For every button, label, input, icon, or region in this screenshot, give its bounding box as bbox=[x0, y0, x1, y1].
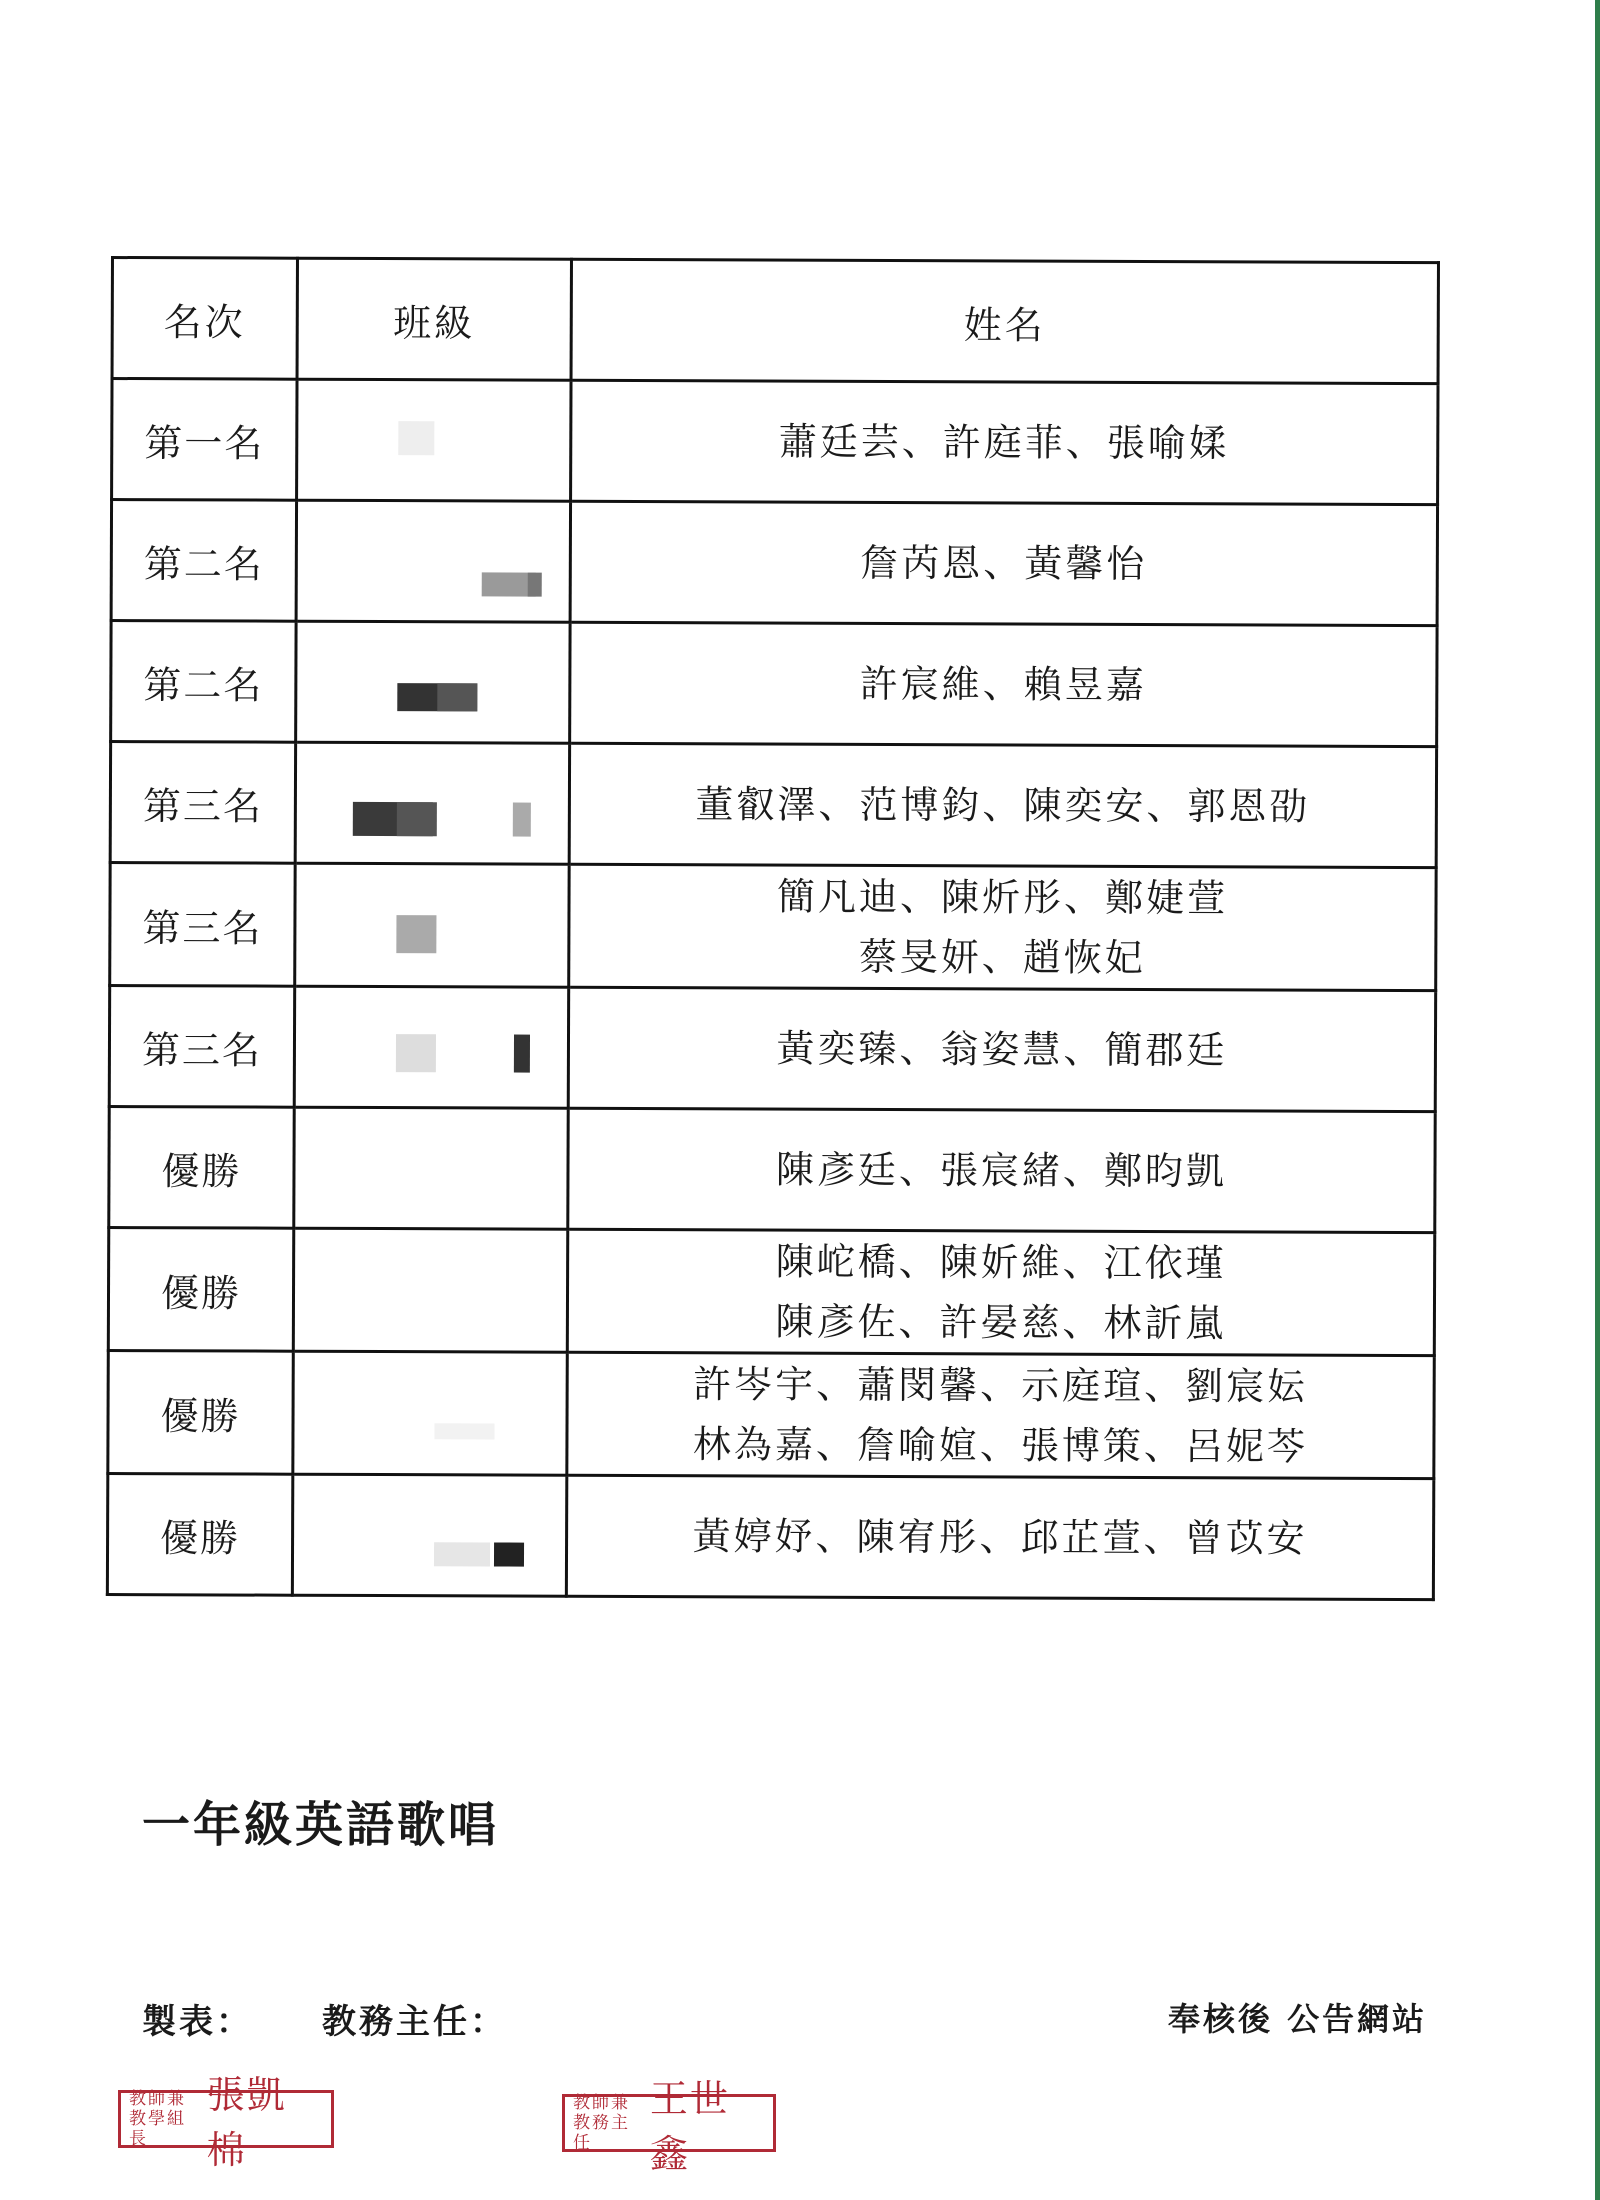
redaction-block bbox=[528, 573, 542, 597]
names-line: 蔡旻妍、趙恢妃 bbox=[858, 934, 1146, 980]
page-title: 一年級英語歌唱 bbox=[142, 1797, 500, 1853]
rank-cell: 第二名 bbox=[111, 500, 296, 622]
names-cell bbox=[567, 1352, 1434, 1478]
names-line: 許岑宇、蕭閔馨、示庭瑄、劉宸妘 bbox=[693, 1362, 1309, 1409]
class-cell-redacted bbox=[296, 621, 570, 743]
table-row bbox=[108, 1350, 1434, 1478]
table-row bbox=[107, 1473, 1433, 1599]
rank-cell: 第三名 bbox=[110, 863, 295, 987]
rank-cell: 第二名 bbox=[111, 621, 296, 743]
class-cell-redacted bbox=[296, 500, 570, 622]
table-header-row bbox=[112, 258, 1438, 384]
names-cell bbox=[567, 1229, 1434, 1355]
class-cell-redacted bbox=[295, 863, 569, 987]
names-line: 簡凡迪、陳炘彤、鄭婕萱 bbox=[776, 874, 1229, 921]
stamp-right-title-line1: 教師兼 bbox=[573, 2093, 630, 2113]
edge-strip bbox=[1595, 0, 1600, 2200]
stamp-left-title-line1: 教師兼 bbox=[129, 2089, 186, 2109]
redaction-block bbox=[434, 1542, 490, 1566]
table-row bbox=[110, 742, 1436, 868]
table-row bbox=[110, 863, 1436, 991]
prepared-by-label: 製表： bbox=[142, 2002, 253, 2042]
names-line: 董叡澤、范博鈞、陳奕安、郭恩劭 bbox=[695, 782, 1311, 829]
redaction-block bbox=[494, 1542, 524, 1566]
rank-cell: 優勝 bbox=[109, 1106, 294, 1228]
class-cell-redacted bbox=[292, 1474, 566, 1596]
redaction-block bbox=[513, 803, 531, 837]
redaction-block bbox=[437, 683, 477, 711]
class-cell-redacted bbox=[297, 379, 571, 501]
names-line: 黃婷妤、陳宥彤、邱芷萱、曾苡安 bbox=[692, 1514, 1308, 1561]
names-line: 許宸維、賴昱嘉 bbox=[859, 661, 1147, 707]
names-line: 林為嘉、詹喻媗、張博策、呂妮芩 bbox=[692, 1422, 1309, 1469]
table-row bbox=[109, 1106, 1435, 1232]
rank-cell: 第三名 bbox=[110, 742, 295, 864]
names-cell bbox=[569, 743, 1436, 867]
seal-stamp-left bbox=[118, 2073, 334, 2172]
redaction-block bbox=[396, 915, 436, 953]
redaction-block bbox=[397, 802, 437, 836]
seal-stamp-right bbox=[562, 2077, 776, 2176]
names-cell bbox=[570, 501, 1437, 625]
names-line: 陳彥廷、張宸緒、鄭昀凱 bbox=[775, 1147, 1228, 1194]
table-row bbox=[109, 986, 1435, 1112]
header-rank: 名次 bbox=[112, 258, 297, 380]
redaction-block bbox=[396, 1034, 436, 1072]
class-cell-redacted bbox=[294, 1107, 568, 1229]
names-line: 黃奕臻、翁姿慧、簡郡廷 bbox=[776, 1026, 1228, 1073]
names-line: 蕭廷芸、許庭菲、張喻媃 bbox=[778, 419, 1230, 466]
names-cell bbox=[570, 622, 1437, 746]
header-class: 班級 bbox=[297, 258, 571, 380]
stamp-right-name: 王世鑫 bbox=[649, 2077, 730, 2176]
names-cell bbox=[568, 987, 1435, 1111]
names-cell bbox=[571, 380, 1438, 504]
rank-cell: 第三名 bbox=[109, 986, 294, 1108]
names-cell bbox=[566, 1475, 1433, 1599]
table-row bbox=[108, 1227, 1434, 1355]
names-cell bbox=[569, 864, 1436, 990]
rank-cell: 優勝 bbox=[108, 1350, 293, 1474]
rank-cell: 優勝 bbox=[107, 1473, 292, 1595]
stamp-right-title-line2: 教務主任 bbox=[573, 2113, 630, 2153]
redaction-block bbox=[398, 421, 434, 455]
class-cell-redacted bbox=[295, 742, 569, 864]
redaction-block bbox=[514, 1035, 530, 1073]
rank-cell: 第一名 bbox=[112, 379, 297, 501]
table-row bbox=[112, 379, 1438, 505]
header-names: 姓名 bbox=[571, 259, 1438, 383]
names-line: 詹芮恩、黃馨怡 bbox=[860, 540, 1148, 586]
redaction-block bbox=[434, 1423, 494, 1439]
class-cell-redacted bbox=[293, 1228, 567, 1352]
rank-cell: 優勝 bbox=[108, 1227, 293, 1351]
table-row bbox=[111, 500, 1437, 626]
results-table bbox=[106, 256, 1440, 1601]
class-cell-redacted bbox=[293, 1351, 567, 1475]
stamp-left-name: 張凱棉 bbox=[206, 2073, 287, 2172]
names-line: 陳岮橋、陳妡維、江依瑾 bbox=[775, 1239, 1227, 1286]
stamp-left-title-line2: 教學組長 bbox=[129, 2109, 186, 2149]
director-label: 教務主任： bbox=[322, 2002, 507, 2042]
class-cell-redacted bbox=[294, 986, 568, 1108]
names-cell bbox=[568, 1108, 1435, 1232]
publish-note: 奉核後 公告網站 bbox=[1168, 2000, 1428, 2038]
table-row bbox=[111, 621, 1437, 747]
names-line: 陳彥佐、許晏慈、林訢嵐 bbox=[775, 1299, 1227, 1346]
